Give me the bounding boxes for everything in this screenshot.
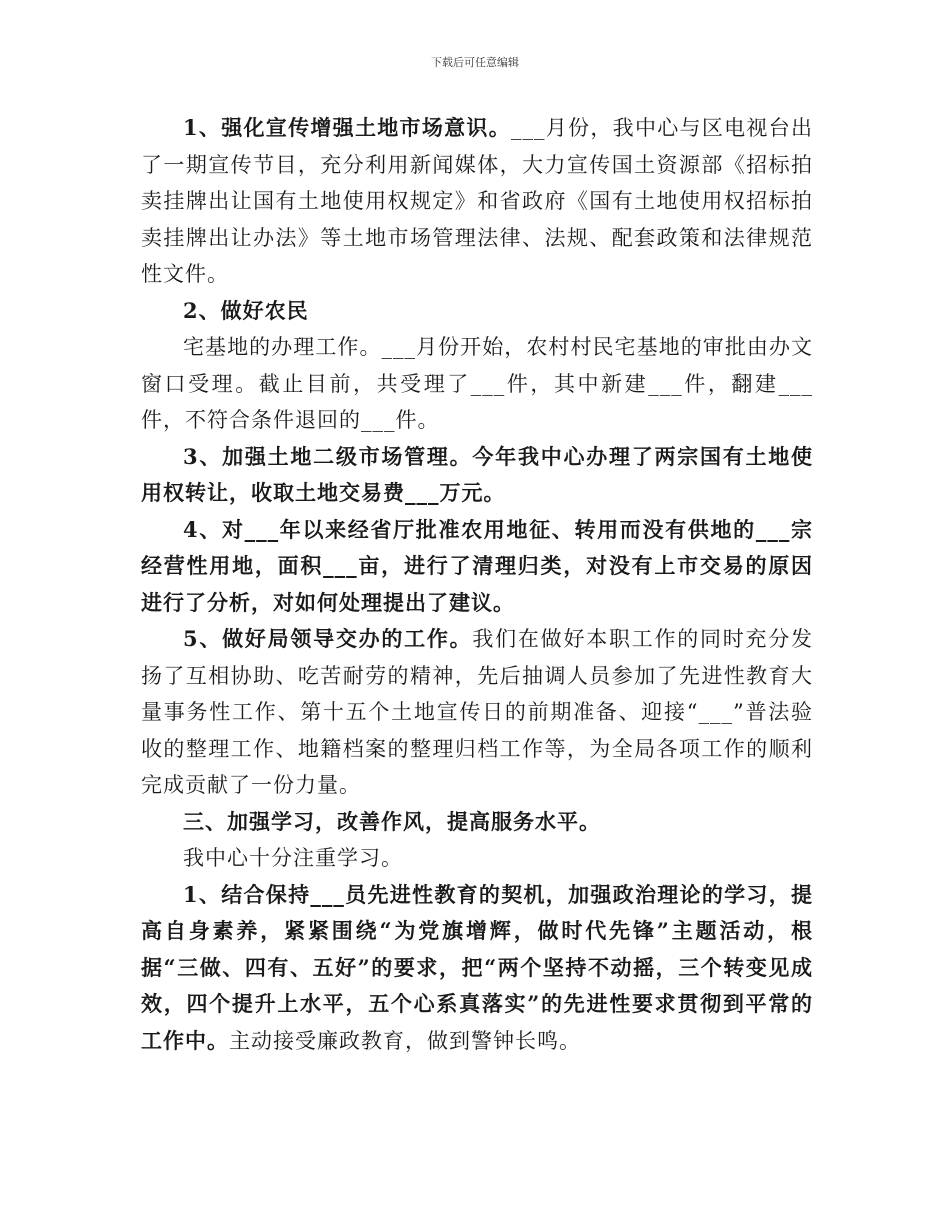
paragraph-heading: 2、做好农民 <box>183 297 309 323</box>
paragraph-2 <box>141 293 813 330</box>
document-body <box>141 110 813 1059</box>
paragraph-heading: 三、加强学习，改善作风，提高服务水平。 <box>183 808 601 834</box>
paragraph-4 <box>141 439 813 512</box>
paragraph-heading: 3、加强土地二级市场管理。今年我中心办理了两宗国有土地使用权转让，收取土地交易费___万元。 <box>141 443 813 505</box>
paragraph-text: 我中心十分注重学习。 <box>183 846 403 870</box>
paragraph-text: 主动接受廉政教育，做到警钟长鸣。 <box>229 1028 581 1053</box>
paragraph-heading: 1、强化宣传增强土地市场意识。 <box>183 115 511 140</box>
paragraph-heading: 4、对___年以来经省厅批准农用地征、转用而没有供地的___宗经营性用地，面积___亩，进行了清理归类，对没有上市交易的原因进行了分析，对如何处理提出了建议。 <box>141 516 813 615</box>
paragraph-8 <box>141 840 813 877</box>
paragraph-5 <box>141 512 813 622</box>
paragraph-9 <box>141 877 813 1060</box>
paragraph-text: ___月份，我中心与区电视台出了一期宣传节目，充分利用新闻媒体，大力宣传国土资源部《招标拍卖挂牌出让国有土地使用权规定》和省政府《国有土地使用权招标拍卖挂牌出让办法》等土地市场管理法律、法规、配套政策和法律规范性文件。 <box>141 116 813 286</box>
paragraph-6 <box>141 621 813 804</box>
paragraph-3 <box>141 329 813 439</box>
page-header: 下载后可任意编辑 <box>431 56 519 69</box>
paragraph-text: 宅基地的办理工作。___月份开始，农村村民宅基地的审批由办文窗口受理。截止目前，共受理了___件，其中新建___件，翻建___件，不符合条件退回的___件。 <box>141 335 813 432</box>
section-heading <box>141 804 813 841</box>
paragraph-text: 我们在做好本职工作的同时充分发扬了互相协助、吃苦耐劳的精神，先后抽调人员参加了先进性教育大量事务性工作、第十五个土地宣传日的前期准备、迎接“___”普法验收的整理工作、地籍档案的整理归档工作等，为全局各项工作的顺利完成贡献了一份力量。 <box>141 627 813 797</box>
paragraph-heading: 1、结合保持___员先进性教育的契机，加强政治理论的学习，提高自身素养，紧紧围绕“为党旗增辉，做时代先锋”主题活动，根据“三做、四有、五好”的要求，把“两个坚持不动摇，三个转变见成效，四个提升上水平，五个心系真落实”的先进性要求贯彻到平常的工作中。 <box>141 881 813 1053</box>
paragraph-1 <box>141 110 813 293</box>
paragraph-heading: 5、做好局领导交办的工作。 <box>183 626 473 651</box>
